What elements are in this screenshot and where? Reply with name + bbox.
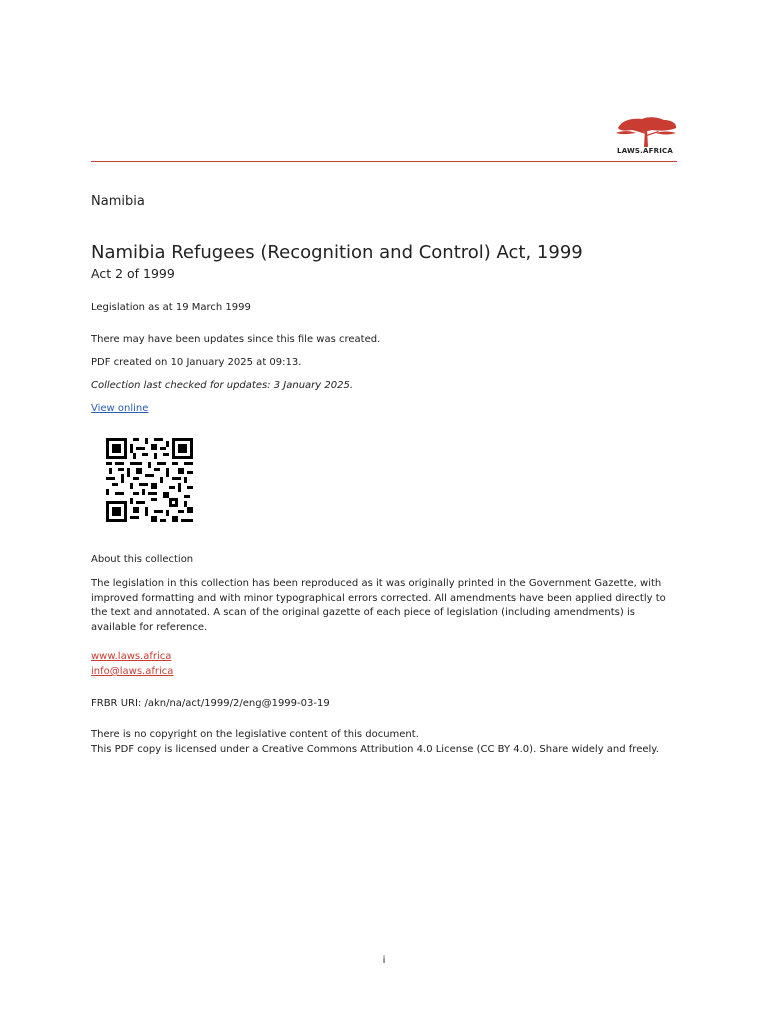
- logo-wordmark: LAWS.AFRICA: [617, 147, 673, 155]
- document-subtitle: Act 2 of 1999: [91, 266, 175, 281]
- collection-checked-date: Collection last checked for updates: 3 January 2025.: [91, 380, 353, 391]
- country-label: Namibia: [91, 194, 145, 209]
- view-online-link[interactable]: View online: [91, 403, 149, 414]
- website-link[interactable]: www.laws.africa: [91, 651, 172, 662]
- about-text: The legislation in this collection has been reproduced as it was originally printed in the Government Gazette, with improved formatting and with minor typographical errors corrected. All amendments have been applied directly to the text and annotated. A scan of the original gazette of each piece of legislation (including amendments) is available for reference.: [91, 578, 666, 633]
- copyright-note: There is no copyright on the legislative content of this document.: [91, 729, 419, 740]
- license-note: This PDF copy is licensed under a Creative Commons Attribution 4.0 License (CC BY 4.0). Share widely and freely.: [91, 744, 659, 755]
- acacia-tree-icon: [612, 114, 680, 148]
- header-divider: [91, 161, 677, 162]
- pdf-created-date: PDF created on 10 January 2025 at 09:13.: [91, 357, 302, 368]
- legislation-date: Legislation as at 19 March 1999: [91, 302, 251, 313]
- about-heading: About this collection: [91, 554, 194, 565]
- frbr-uri: FRBR URI: /akn/na/act/1999/2/eng@1999-03-19: [91, 698, 330, 709]
- laws-africa-logo: [612, 114, 680, 158]
- document-title: Namibia Refugees (Recognition and Control) Act, 1999: [91, 242, 583, 263]
- updates-note: There may have been updates since this file was created.: [91, 334, 381, 345]
- qr-code: [106, 438, 193, 522]
- page-number: i: [382, 955, 386, 966]
- email-link[interactable]: info@laws.africa: [91, 666, 174, 677]
